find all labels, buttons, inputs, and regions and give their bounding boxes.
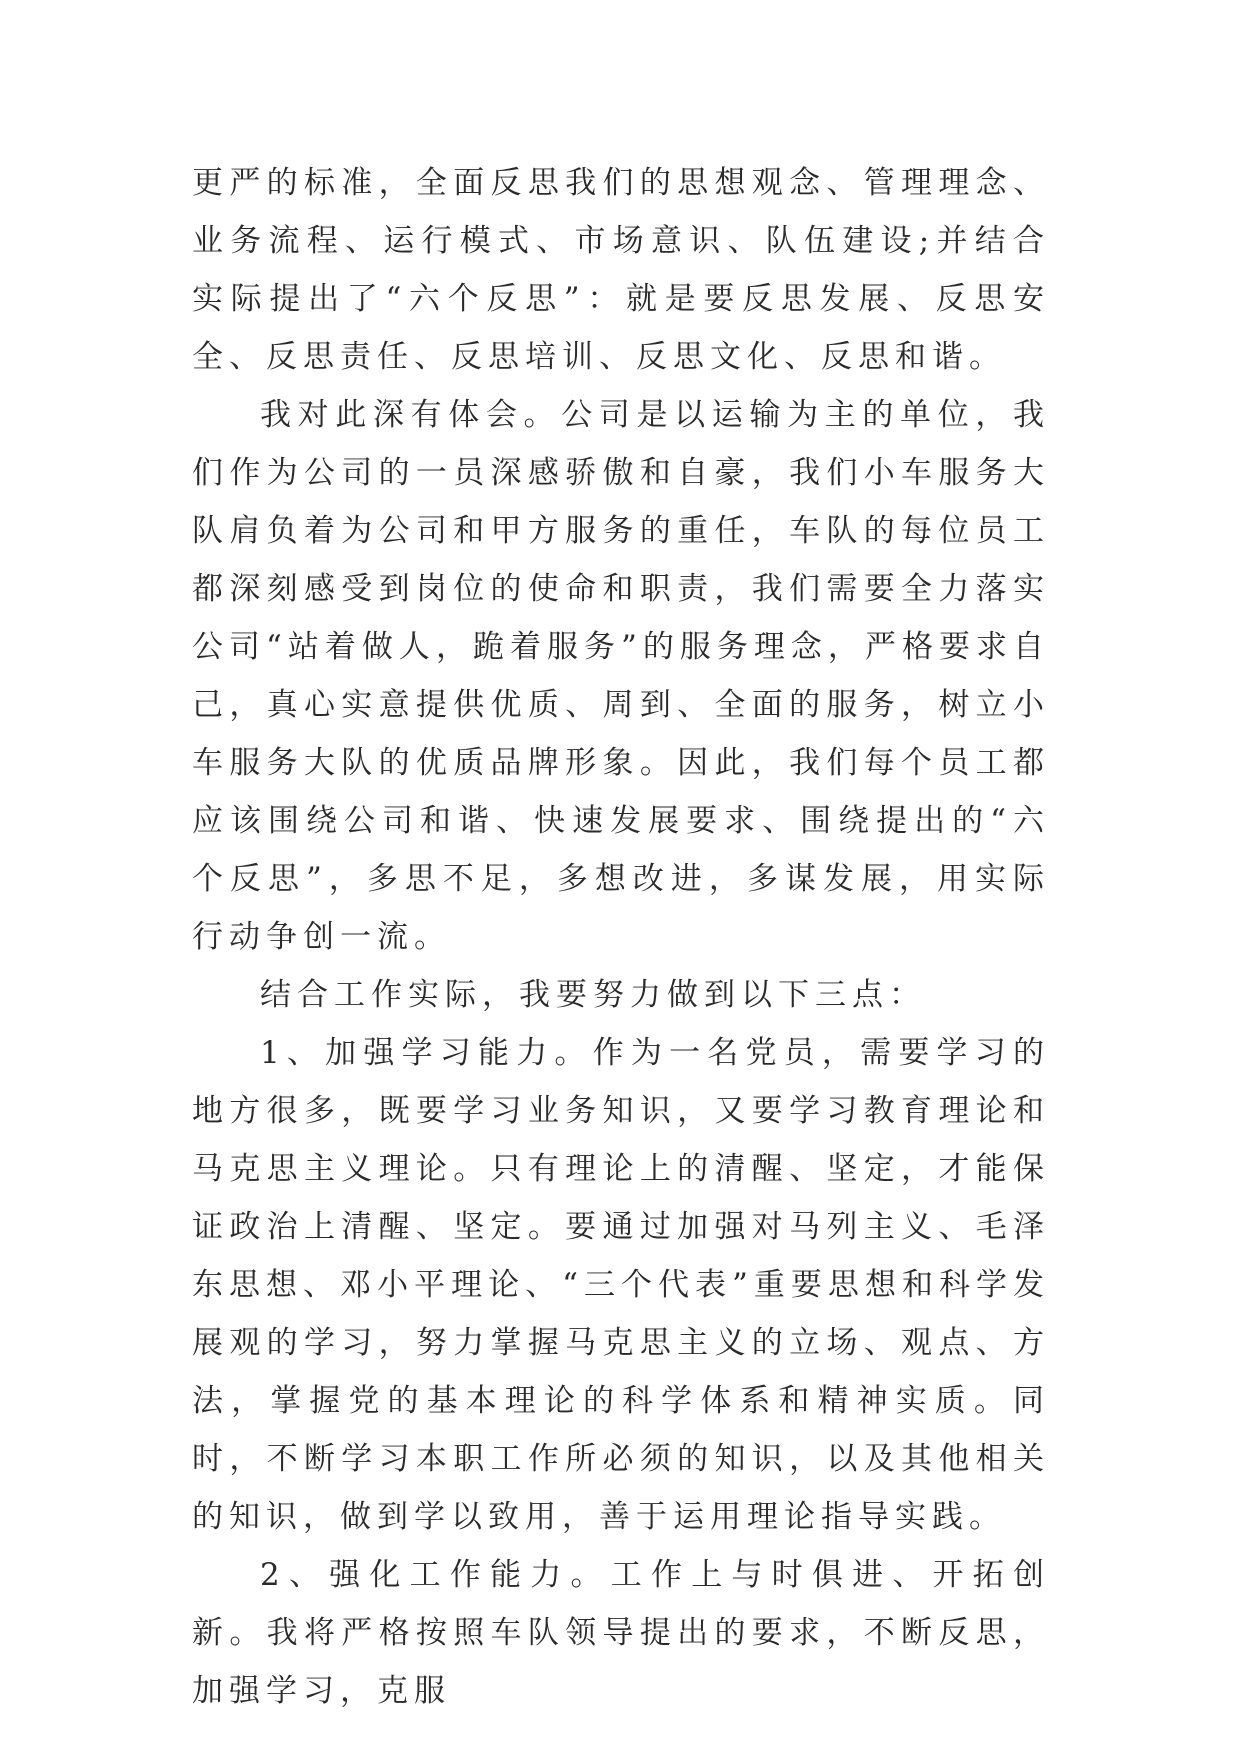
paragraph-three-points-intro: 结合工作实际，我要努力做到以下三点： (260, 977, 926, 1013)
paragraph-experience: 我对此深有体会。公司是以运输为主的单位，我们作为公司的一员深感骄傲和自豪，我们小车服务大队肩负着为公司和甲方服务的重任，车队的每位员工都深刻感受到岗位的使命和职责，我们需要全力落实公司“站着做人，跪着服务”的服务理念，严格要求自己，真心实意提供优质、周到、全面的服务，树立小车服务大队的优质品牌形象。因此，我们每个员工都应该围绕公司和谐、快速发展要求、围绕提出的“六个反思”，多思不足，多想改进，多谋发展，用实际行动争创一流。 (192, 397, 1050, 955)
document-body (192, 154, 1050, 1720)
paragraph-point-1-study: 1、加强学习能力。作为一名党员，需要学习的地方很多，既要学习业务知识，又要学习教育理论和马克思主义理论。只有理论上的清醒、坚定，才能保证政治上清醒、坚定。要通过加强对马列主义、毛泽东思想、邓小平理论、“三个代表”重要思想和科学发展观的学习，努力掌握马克思主义的立场、观点、方法，掌握党的基本理论的科学体系和精神实质。同时，不断学习本职工作所必须的知识，以及其他相关的知识，做到学以致用，善于运用理论指导实践。 (192, 1035, 1050, 1535)
paragraph-point-2-work: 2、强化工作能力。工作上与时俱进、开拓创新。我将严格按照车队领导提出的要求，不断反思，加强学习，克服 (192, 1557, 1050, 1709)
paragraph-continuation: 更严的标准，全面反思我们的思想观念、管理理念、业务流程、运行模式、市场意识、队伍建设;并结合实际提出了“六个反思”：就是要反思发展、反思安全、反思责任、反思培训、反思文化、反思和谐。 (192, 165, 1050, 375)
